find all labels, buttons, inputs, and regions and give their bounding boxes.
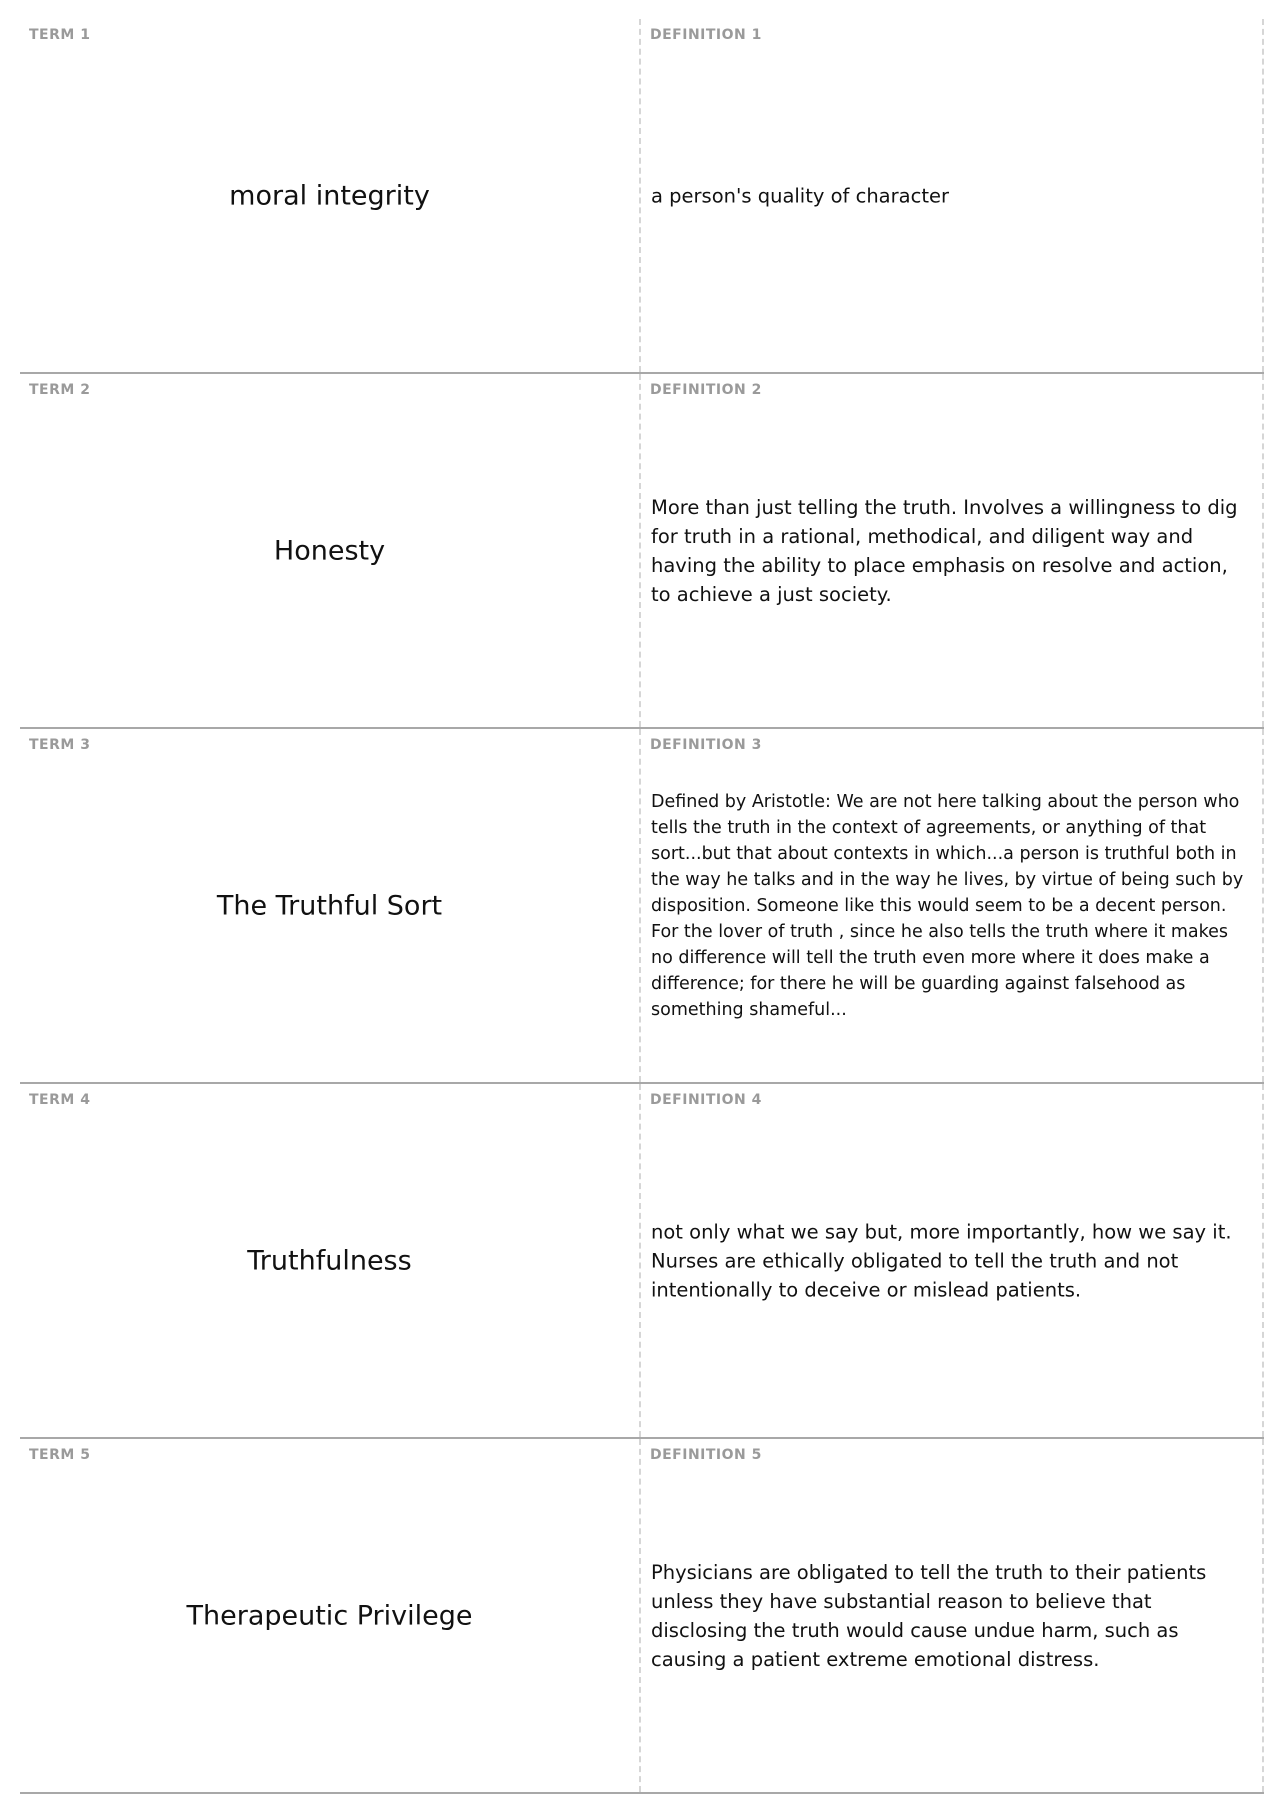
- term-label: TERM 2: [29, 382, 91, 398]
- definition-text: a person's quality of character: [651, 184, 949, 207]
- definition-text: Physicians are obligated to tell the truth to their patients unless they have substantial reason to believe that disclosing the truth would cause undue harm, such as causing a patient extreme emotional distress.: [651, 1560, 1207, 1671]
- definition-cell[interactable]: [641, 374, 1264, 727]
- definition-cell[interactable]: [641, 19, 1264, 372]
- definition-cell[interactable]: [641, 1084, 1264, 1437]
- definition-label: DEFINITION 5: [650, 1447, 762, 1463]
- flashcard-row: [20, 19, 1264, 374]
- term-label: TERM 4: [29, 1092, 91, 1108]
- definition-text: not only what we say but, more importantly, how we say it. Nurses are ethically obligated to tell the truth and not intentionally to deceive or mislead patients.: [651, 1220, 1232, 1301]
- term-label: TERM 3: [29, 737, 91, 753]
- flashcard-row: [20, 729, 1264, 1084]
- definition-label: DEFINITION 3: [650, 737, 762, 753]
- flashcard-row: [20, 374, 1264, 729]
- term-text: moral integrity: [229, 180, 430, 211]
- flashcard-row: [20, 1439, 1264, 1794]
- flashcard-row: [20, 1084, 1264, 1439]
- term-cell[interactable]: [20, 374, 641, 727]
- definition-label: DEFINITION 1: [650, 27, 762, 43]
- term-text: Therapeutic Privilege: [186, 1600, 473, 1631]
- term-text: Truthfulness: [247, 1245, 412, 1276]
- term-label: TERM 1: [29, 27, 91, 43]
- term-text: The Truthful Sort: [216, 890, 443, 921]
- definition-text: Defined by Aristotle: We are not here talking about the person who tells the truth in the context of agreements, or anything of that sort...but that about contexts in which...a person is truthful both in the way he talks and in the way he lives, by virtue of being such by disposition. Someone like this would seem to be a decent person. For the lover of truth , since he also tells the truth where it makes no difference will tell the truth even more where it does make a difference; for there he will be guarding against falsehood as something shameful...: [651, 791, 1244, 1020]
- definition-cell[interactable]: [641, 1439, 1264, 1792]
- definition-label: DEFINITION 4: [650, 1092, 762, 1108]
- term-label: TERM 5: [29, 1447, 91, 1463]
- definition-cell[interactable]: [641, 729, 1264, 1082]
- term-cell[interactable]: [20, 1084, 641, 1437]
- flashcard-sheet: [20, 19, 1264, 1794]
- definition-label: DEFINITION 2: [650, 382, 762, 398]
- term-cell[interactable]: [20, 729, 641, 1082]
- term-cell[interactable]: [20, 1439, 641, 1792]
- term-text: Honesty: [273, 535, 386, 566]
- term-cell[interactable]: [20, 19, 641, 372]
- definition-text: More than just telling the truth. Involves a willingness to dig for truth in a rational, methodical, and diligent way and having the ability to place emphasis on resolve and action, to achieve a just society.: [651, 495, 1238, 606]
